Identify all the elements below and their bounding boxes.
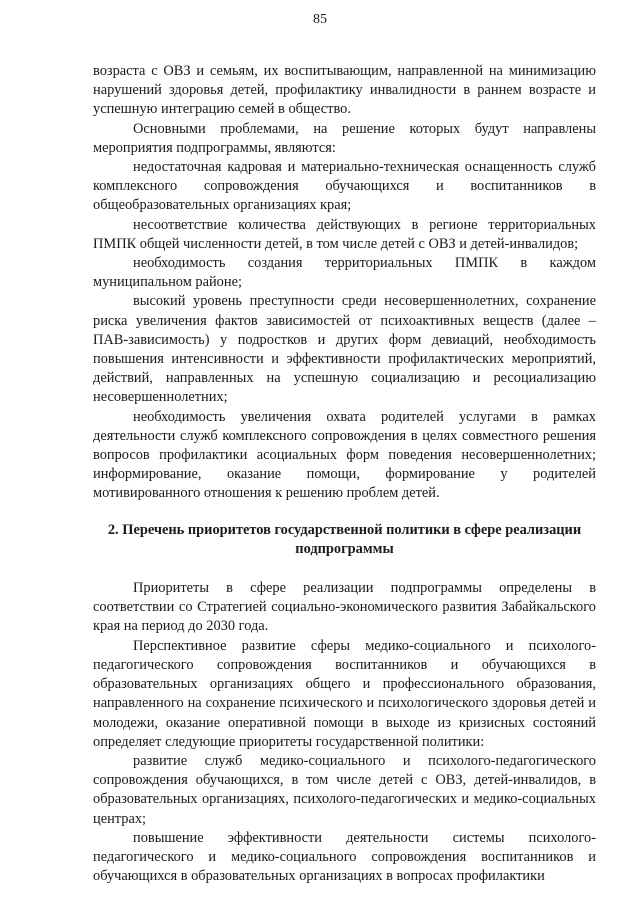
paragraph: Приоритеты в сфере реализации подпрограммы определены в соответствии со Стратегией социально-экономического развития Забайкальского края на период до 2030 года.	[93, 580, 596, 635]
paragraph: необходимость создания территориальных ПМПК в каждом муниципальном районе;	[93, 255, 596, 291]
paragraph: Перспективное развитие сферы медико-социального и психолого-педагогического сопровождения воспитанников и обучающихся в образовательных организациях общего и профессионального образования, направленного на сохранение психического и психологического здоровья детей и молодежи, оказание оперативной помощи в выходе из кризисных состояний определяет следующие приоритеты государственной политики:	[93, 637, 596, 750]
paragraph: необходимость увеличения охвата родителей услугами в рамках деятельности служб комплексного сопровождения в целях совместного решения вопросов профилактики асоциальных форм поведения несовершеннолетних; информирование, оказание помощи, формирование у родителей мотивированного отношения к решению проблем детей.	[93, 408, 596, 502]
paragraph: недостаточная кадровая и материально-техническая оснащенность служб комплексного сопровождения обучающихся и воспитанников в общеобразовательных организациях края;	[93, 159, 596, 214]
paragraph: повышение эффективности деятельности системы психолого-педагогического и медико-социального сопровождения воспитанников и обучающихся в образовательных организациях в вопросах профилактики	[93, 829, 596, 885]
document-body	[93, 62, 596, 886]
paragraph: развитие служб медико-социального и психолого-педагогического сопровождения обучающихся, в том числе детей с ОВЗ, детей-инвалидов, в образовательных организациях, психолого-педагогических и медико-социальных центрах;	[93, 752, 596, 827]
paragraph: Основными проблемами, на решение которых будут направлены мероприятия подпрограммы, являются:	[93, 120, 596, 156]
paragraph: высокий уровень преступности среди несовершеннолетних, сохранение риска увеличения фактов зависимостей от психоактивных веществ (далее – ПАВ-зависимость) у подростков и других форм девиаций, необходимость повышения интенсивности и эффективности профилактических мероприятий, действий, направленных на успешную социализацию и ресоциализацию несовершеннолетних;	[93, 293, 596, 406]
paragraph: возраста с ОВЗ и семьям, их воспитывающим, направленной на минимизацию нарушений здоровья детей, профилактику инвалидности в раннем возрасте и успешную интеграцию семей в общество.	[93, 63, 596, 118]
paragraph: несоответствие количества действующих в регионе территориальных ПМПК общей численности детей, в том числе детей с ОВЗ и детей-инвалидов;	[93, 216, 596, 252]
section-heading: 2. Перечень приоритетов государственной политики в сфере реализации подпрограммы	[107, 521, 582, 557]
page-number: 85	[313, 12, 327, 27]
